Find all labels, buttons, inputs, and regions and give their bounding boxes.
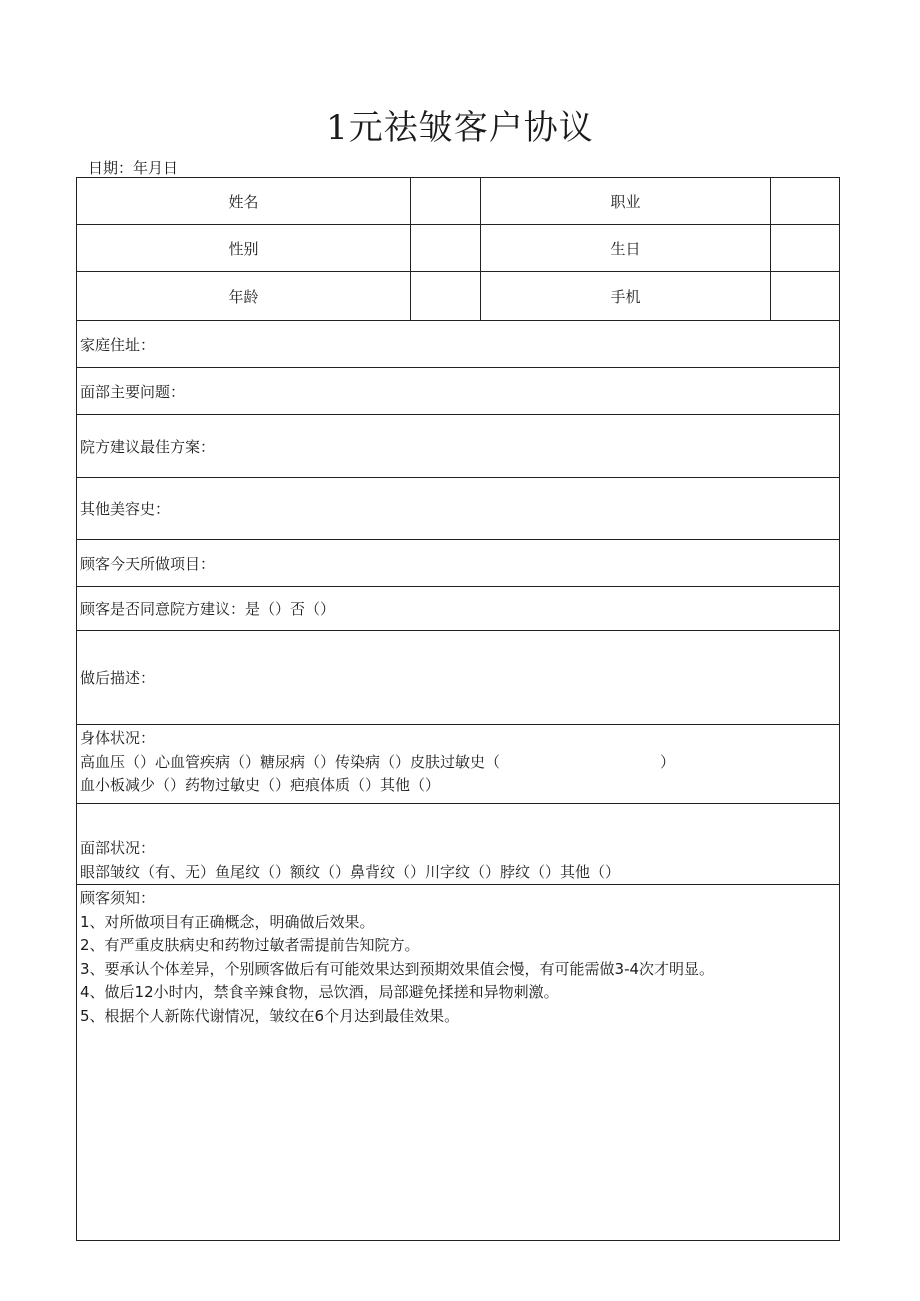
after-desc-label: 做后描述： — [80, 669, 156, 687]
body-status-line2: 血小板减少（）药物过敏史（）疤痕体质（）其他（） — [80, 776, 441, 794]
occupation-value-field[interactable] — [770, 177, 840, 225]
notice-section — [76, 884, 840, 1241]
notice-heading: 顾客须知： — [80, 889, 156, 907]
main-issue-label: 面部主要问题： — [80, 382, 186, 401]
address-label: 家庭住址： — [80, 335, 156, 354]
notice-item: 2、有严重皮肤病史和药物过敏者需提前告知院方。 — [80, 936, 420, 954]
address-row[interactable] — [76, 320, 840, 368]
occupation-label: 职业 — [480, 177, 771, 225]
suggestion-label: 院方建议最佳方案： — [80, 437, 216, 456]
age-label: 年龄 — [76, 271, 411, 321]
after-desc-row[interactable] — [76, 630, 840, 725]
gender-label: 性别 — [76, 224, 411, 272]
birthday-value-field[interactable] — [770, 224, 840, 272]
suggestion-row[interactable] — [76, 414, 840, 478]
notice-item: 1、对所做项目有正确概念，明确做后效果。 — [80, 912, 375, 931]
today-project-label: 顾客今天所做项目： — [80, 554, 216, 573]
document-title: 1元祛皱客户协议 — [326, 108, 594, 148]
face-status-line1: 眼部皱纹（有、无）鱼尾纹（）额纹（）鼻背纹（）川字纹（）脖纹（）其他（） — [80, 862, 621, 881]
today-project-row[interactable] — [76, 539, 840, 587]
birthday-label: 生日 — [480, 224, 771, 272]
name-label: 姓名 — [76, 177, 411, 225]
agree-label: 顾客是否同意院方建议：是（）否（） — [80, 600, 336, 618]
phone-value-field[interactable] — [770, 271, 840, 321]
notice-item: 5、根据个人新陈代谢情况，皱纹在6个月达到最佳效果。 — [80, 1006, 460, 1025]
body-status-section[interactable] — [76, 724, 840, 804]
gender-value-field[interactable] — [410, 224, 481, 272]
face-status-section[interactable] — [76, 803, 840, 885]
phone-label: 手机 — [480, 271, 771, 321]
agree-row[interactable] — [76, 586, 840, 631]
face-status-heading: 面部状况： — [80, 839, 156, 857]
notice-item: 4、做后12小时内，禁食辛辣食物，忌饮酒，局部避免揉搓和异物刺激。 — [80, 983, 559, 1001]
notice-item: 3、要承认个体差异，个别顾客做后有可能效果达到预期效果值会慢，有可能需做3-4次才明显。 — [80, 959, 715, 978]
name-value-field[interactable] — [410, 177, 481, 225]
main-issue-row[interactable] — [76, 367, 840, 415]
body-status-line1: 高血压（）心血管疾病（）糖尿病（）传染病（）皮肤过敏史（ ） — [80, 752, 676, 771]
date-label: 日期：年月日 — [88, 159, 179, 177]
age-value-field[interactable] — [410, 271, 481, 321]
history-row[interactable] — [76, 477, 840, 540]
body-status-heading: 身体状况： — [80, 729, 156, 747]
history-label: 其他美容史： — [80, 500, 171, 518]
